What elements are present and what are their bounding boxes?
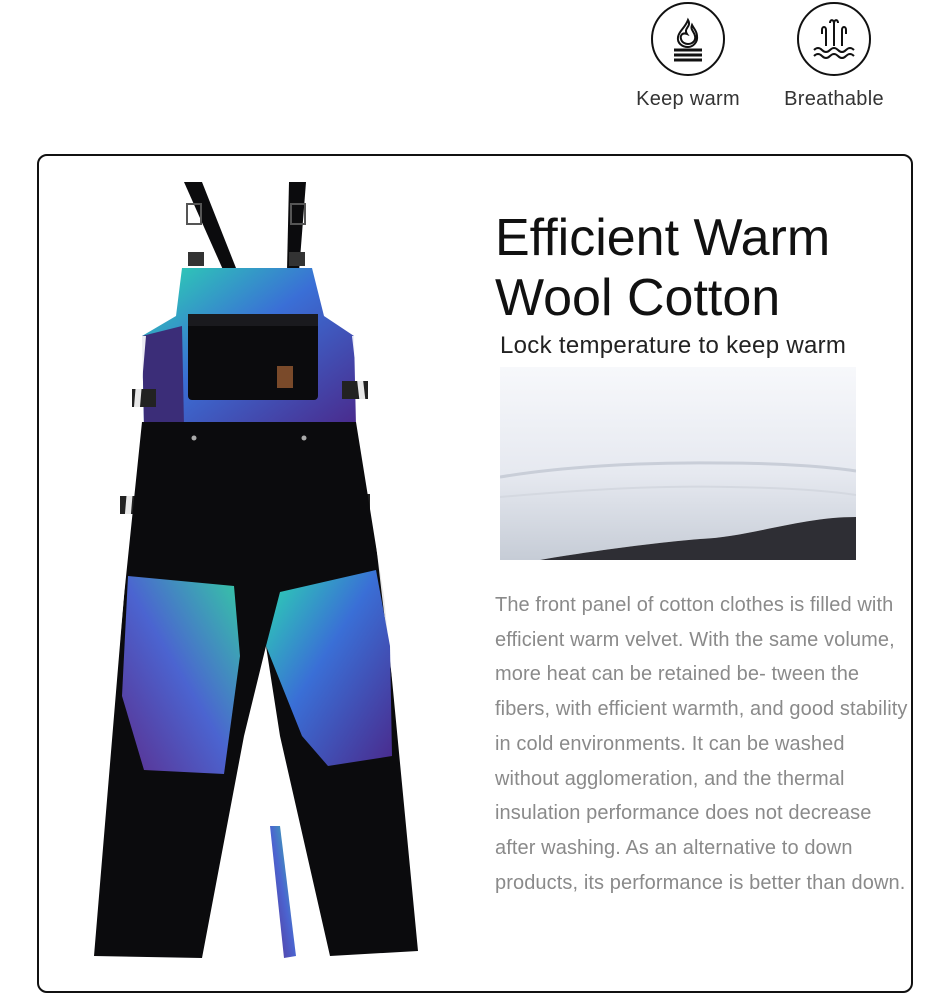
headline-line-2: Wool Cotton <box>495 269 781 327</box>
wool-cotton-material-image <box>500 367 856 560</box>
product-detail-card <box>37 154 913 993</box>
flame-icon <box>651 2 725 76</box>
headline-line-1: Efficient Warm <box>495 209 831 267</box>
ski-bib-overalls-image <box>84 176 454 966</box>
subheading: Lock temperature to keep warm <box>500 332 847 359</box>
breathable-icon <box>797 2 871 76</box>
feature-keep-warm <box>623 0 753 111</box>
feature-label: Keep warm <box>636 88 740 110</box>
description-paragraph: The front panel of cotton clothes is filled with efficient warm velvet. With the same volume, more heat can be retained be- tween the fibers, with efficient warmth, and good stability in cold environments. It can be washed without agglomeration, and the thermal insulation performance does not decrease after washing. As an alternative to down products, its performance is better than down. <box>495 594 908 894</box>
feature-breathable <box>769 0 899 111</box>
feature-label: Breathable <box>784 88 884 110</box>
headline <box>495 208 895 328</box>
